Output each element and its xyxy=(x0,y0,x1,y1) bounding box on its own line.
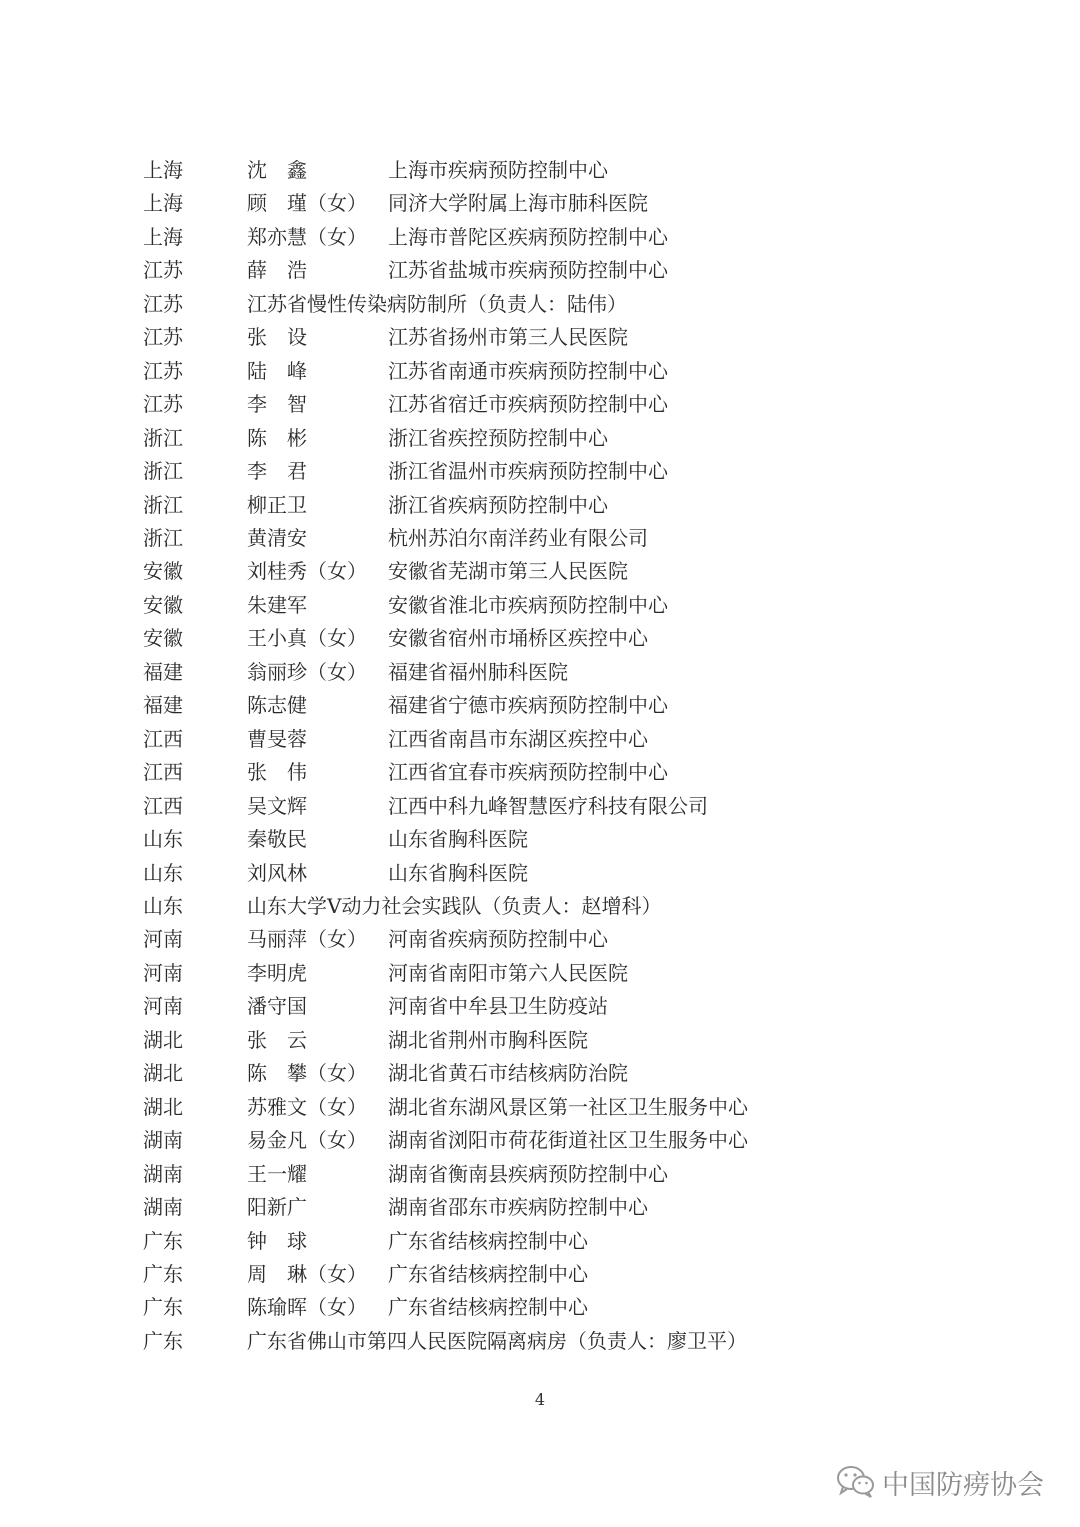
list-item xyxy=(0,1158,1080,1191)
list-item xyxy=(0,1291,1080,1324)
person-name-cell: 陈瑜晖（女） xyxy=(247,1295,367,1320)
organization-entry: 江苏省慢性传染病防制所（负责人：陆伟） xyxy=(247,291,627,316)
person-name-cell: 陈 彬 xyxy=(247,425,307,450)
person-name-cell: 刘桂秀（女） xyxy=(247,559,367,584)
person-name-cell: 陈 攀（女） xyxy=(247,1061,367,1086)
province-cell: 广东 xyxy=(143,1295,183,1320)
province-cell: 江苏 xyxy=(143,258,183,283)
person-name-cell: 顾 瑾（女） xyxy=(247,191,367,216)
organization-cell: 湖北省黄石市结核病防治院 xyxy=(388,1061,628,1086)
list-item xyxy=(0,957,1080,990)
province-cell: 江苏 xyxy=(143,392,183,417)
province-cell: 湖南 xyxy=(143,1128,183,1153)
organization-cell: 河南省南阳市第六人民医院 xyxy=(388,960,628,985)
list-item xyxy=(0,790,1080,823)
person-name-cell: 吴文辉 xyxy=(247,793,307,818)
person-name-cell: 易金凡（女） xyxy=(247,1128,367,1153)
province-cell: 广东 xyxy=(143,1228,183,1253)
person-name-cell: 陈志健 xyxy=(247,693,307,718)
province-cell: 浙江 xyxy=(143,492,183,517)
province-cell: 山东 xyxy=(143,893,183,918)
province-cell: 安徽 xyxy=(143,626,183,651)
organization-cell: 山东省胸科医院 xyxy=(388,860,528,885)
organization-cell: 浙江省疾病预防控制中心 xyxy=(388,492,608,517)
organization-cell: 福建省宁德市疾病预防控制中心 xyxy=(388,693,668,718)
province-cell: 广东 xyxy=(143,1328,183,1353)
organization-cell: 广东省结核病控制中心 xyxy=(388,1261,588,1286)
person-name-cell: 张 伟 xyxy=(247,760,307,785)
province-cell: 福建 xyxy=(143,659,183,684)
list-item xyxy=(0,254,1080,287)
list-item xyxy=(0,1225,1080,1258)
organization-cell: 江苏省扬州市第三人民医院 xyxy=(388,325,628,350)
person-name-cell: 王小真（女） xyxy=(247,626,367,651)
person-name-cell: 张 云 xyxy=(247,1027,307,1052)
list-item xyxy=(0,1124,1080,1157)
province-cell: 江西 xyxy=(143,760,183,785)
organization-cell: 杭州苏泊尔南洋药业有限公司 xyxy=(388,525,648,550)
person-name-cell: 潘守国 xyxy=(247,994,307,1019)
list-item xyxy=(0,555,1080,588)
province-cell: 湖北 xyxy=(143,1027,183,1052)
province-cell: 河南 xyxy=(143,960,183,985)
province-cell: 河南 xyxy=(143,927,183,952)
organization-entry: 广东省佛山市第四人民医院隔离病房（负责人：廖卫平） xyxy=(247,1328,747,1353)
organization-cell: 河南省中牟县卫生防疫站 xyxy=(388,994,608,1019)
organization-cell: 湖北省荆州市胸科医院 xyxy=(388,1027,588,1052)
person-name-cell: 陆 峰 xyxy=(247,358,307,383)
organization-cell: 浙江省温州市疾病预防控制中心 xyxy=(388,459,668,484)
person-name-cell: 黄清安 xyxy=(247,525,307,550)
person-name-cell: 王一耀 xyxy=(247,1161,307,1186)
list-item xyxy=(0,187,1080,220)
province-cell: 江苏 xyxy=(143,325,183,350)
organization-cell: 浙江省疾控预防控制中心 xyxy=(388,425,608,450)
list-item xyxy=(0,1024,1080,1057)
person-name-cell: 柳正卫 xyxy=(247,492,307,517)
organization-cell: 江西中科九峰智慧医疗科技有限公司 xyxy=(388,793,708,818)
organization-cell: 湖北省东湖风景区第一社区卫生服务中心 xyxy=(388,1094,748,1119)
list-item xyxy=(0,689,1080,722)
list-item xyxy=(0,321,1080,354)
province-cell: 山东 xyxy=(143,827,183,852)
province-cell: 浙江 xyxy=(143,459,183,484)
organization-cell: 安徽省芜湖市第三人民医院 xyxy=(388,559,628,584)
person-name-cell: 马丽萍（女） xyxy=(247,927,367,952)
list-item xyxy=(0,1091,1080,1124)
list-item xyxy=(0,890,1080,923)
person-name-cell: 李 智 xyxy=(247,392,307,417)
organization-cell: 广东省结核病控制中心 xyxy=(388,1295,588,1320)
person-name-cell: 钟 球 xyxy=(247,1228,307,1253)
organization-cell: 河南省疾病预防控制中心 xyxy=(388,927,608,952)
organization-cell: 湖南省衡南县疾病预防控制中心 xyxy=(388,1161,668,1186)
list-item xyxy=(0,1191,1080,1224)
organization-cell: 广东省结核病控制中心 xyxy=(388,1228,588,1253)
person-name-cell: 李 君 xyxy=(247,459,307,484)
organization-cell: 江苏省盐城市疾病预防控制中心 xyxy=(388,258,668,283)
province-cell: 湖北 xyxy=(143,1061,183,1086)
organization-cell: 上海市疾病预防控制中心 xyxy=(388,158,608,182)
province-cell: 福建 xyxy=(143,693,183,718)
organization-cell: 湖南省浏阳市荷花街道社区卫生服务中心 xyxy=(388,1128,748,1153)
province-cell: 江苏 xyxy=(143,358,183,383)
province-cell: 上海 xyxy=(143,191,183,216)
organization-cell: 上海市普陀区疾病预防控制中心 xyxy=(388,224,668,249)
list-item xyxy=(0,154,1080,187)
list-item xyxy=(0,622,1080,655)
list-item xyxy=(0,455,1080,488)
person-name-cell: 秦敬民 xyxy=(247,827,307,852)
list-item xyxy=(0,288,1080,321)
list-item xyxy=(0,823,1080,856)
person-name-cell: 周 琳（女） xyxy=(247,1261,367,1286)
province-cell: 浙江 xyxy=(143,425,183,450)
organization-cell: 江西省宜春市疾病预防控制中心 xyxy=(388,760,668,785)
wechat-icon xyxy=(836,1464,876,1500)
list-item xyxy=(0,656,1080,689)
organization-cell: 福建省福州肺科医院 xyxy=(388,659,568,684)
list-item xyxy=(0,1258,1080,1291)
province-cell: 湖南 xyxy=(143,1161,183,1186)
province-cell: 江西 xyxy=(143,793,183,818)
page-number: 4 xyxy=(534,1390,546,1409)
watermark-text: 中国防痨协会 xyxy=(882,1469,1044,1501)
province-cell: 广东 xyxy=(143,1261,183,1286)
organization-cell: 江苏省宿迁市疾病预防控制中心 xyxy=(388,392,668,417)
organization-entry: 山东大学V动力社会实践队（负责人：赵增科） xyxy=(247,893,662,918)
province-cell: 上海 xyxy=(143,158,183,182)
list-item xyxy=(0,388,1080,421)
province-cell: 江苏 xyxy=(143,291,183,316)
province-cell: 江西 xyxy=(143,726,183,751)
province-cell: 湖南 xyxy=(143,1195,183,1220)
organization-cell: 同济大学附属上海市肺科医院 xyxy=(388,191,648,216)
list-item xyxy=(0,857,1080,890)
province-cell: 上海 xyxy=(143,224,183,249)
province-cell: 安徽 xyxy=(143,559,183,584)
list-item xyxy=(0,923,1080,956)
province-cell: 浙江 xyxy=(143,525,183,550)
person-name-cell: 朱建军 xyxy=(247,592,307,617)
list-item xyxy=(0,355,1080,388)
province-cell: 湖北 xyxy=(143,1094,183,1119)
organization-cell: 江西省南昌市东湖区疾控中心 xyxy=(388,726,648,751)
organization-cell: 江苏省南通市疾病预防控制中心 xyxy=(388,358,668,383)
person-name-cell: 阳新广 xyxy=(247,1195,307,1220)
list-item xyxy=(0,489,1080,522)
list-item xyxy=(0,1325,1080,1358)
organization-cell: 湖南省邵东市疾病防控制中心 xyxy=(388,1195,648,1220)
list-item xyxy=(0,1057,1080,1090)
list-item xyxy=(0,589,1080,622)
person-name-cell: 薛 浩 xyxy=(247,258,307,283)
watermark xyxy=(836,1462,1044,1502)
person-name-cell: 刘风林 xyxy=(247,860,307,885)
province-cell: 山东 xyxy=(143,860,183,885)
province-cell: 河南 xyxy=(143,994,183,1019)
honoree-list xyxy=(0,154,1080,1358)
list-item xyxy=(0,723,1080,756)
organization-cell: 山东省胸科医院 xyxy=(388,827,528,852)
list-item xyxy=(0,522,1080,555)
province-cell: 安徽 xyxy=(143,592,183,617)
person-name-cell: 曹旻蓉 xyxy=(247,726,307,751)
list-item xyxy=(0,990,1080,1023)
list-item xyxy=(0,756,1080,789)
person-name-cell: 沈 鑫 xyxy=(247,158,307,182)
list-item xyxy=(0,221,1080,254)
person-name-cell: 李明虎 xyxy=(247,960,307,985)
person-name-cell: 苏雅文（女） xyxy=(247,1094,367,1119)
organization-cell: 安徽省宿州市埇桥区疾控中心 xyxy=(388,626,648,651)
list-item xyxy=(0,422,1080,455)
organization-cell: 安徽省淮北市疾病预防控制中心 xyxy=(388,592,668,617)
person-name-cell: 翁丽珍（女） xyxy=(247,659,367,684)
person-name-cell: 郑亦慧（女） xyxy=(247,224,367,249)
person-name-cell: 张 设 xyxy=(247,325,307,350)
